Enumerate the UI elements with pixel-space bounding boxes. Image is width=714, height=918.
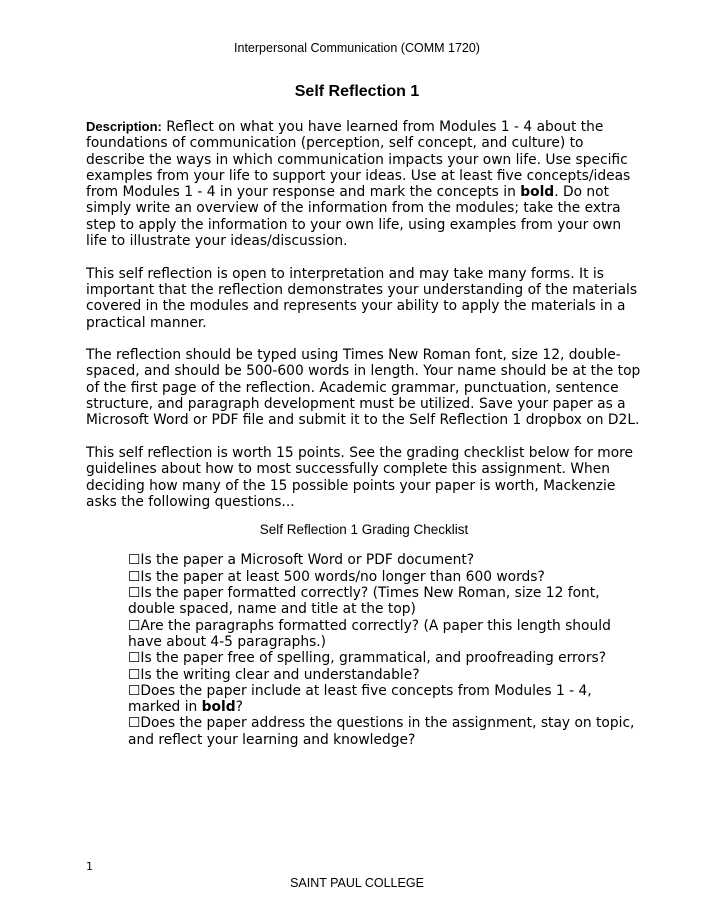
checklist-item-concepts-tail: ? [235,699,243,716]
checklist-item-errors: ☐Is the paper free of spelling, grammatical, and proofreading errors? [128,650,607,667]
description-text-b: . Do not simply write an overview of the information from the modules; take the extra step to apply the information to your own life, using examples from your own life to illustrate your ideas/discussion. [86,184,622,250]
document-body [86,119,642,748]
checklist-item-formatting: ☐Is the paper formatted correctly? (Times New Roman, size 12 font, double spaced, name and title at the top) [128,585,600,618]
description-label: Description: [86,119,162,134]
points-paragraph: This self reflection is worth 15 points. See the grading checklist below for more guidelines about how to most successfully complete this assignment. When deciding how many of the 15 possible points your paper is worth, Mackenzie asks the following questions... [86,444,634,510]
checklist-item-clarity: ☐Is the writing clear and understandable? [128,666,420,683]
grading-checklist [86,552,642,748]
checklist-item-format: ☐Is the paper a Microsoft Word or PDF document? [128,552,475,569]
checklist-item-concepts-text: ☐Does the paper include at least five concepts from Modules 1 - 4, marked in [128,682,592,716]
page-header: Interpersonal Communication (COMM 1720) [234,41,480,55]
description-bold-word: bold [520,184,555,201]
checklist-item-questions: ☐Does the paper address the questions in the assignment, stay on topic, and reflect your learning and knowledge? [128,715,635,748]
formatting-paragraph: The reflection should be typed using Times New Roman font, size 12, double-spaced, and should be 500-600 words in length. Your name should be at the top of the first page of the reflection. Academic grammar, punctuation, sentence structure, and paragraph development must be utilized. Save your paper as a Microsoft Word or PDF file and submit it to the Self Reflection 1 dropbox on D2L. [86,347,641,429]
checklist-item-length: ☐Is the paper at least 500 words/no longer than 600 words? [128,568,545,585]
checklist-item-paragraphs: ☐Are the paragraphs formatted correctly? (A paper this length should have about 4-5 paragraphs.) [128,617,611,650]
description-text-a: Reflect on what you have learned from Modules 1 - 4 about the foundations of communication (perception, self concept, and culture) to describe the ways in which communication impacts your own life. Use specific examples from your life to support your ideas. Use at least five concepts/ideas from Modules 1 - 4 in your response and mark the concepts in [86,119,631,201]
page-number: 1 [86,860,93,873]
interpretation-paragraph: This self reflection is open to interpretation and may take many forms. It is important that the reflection demonstrates your understanding of the materials covered in the modules and represents your ability to apply the materials in a practical manner. [86,265,638,331]
checklist-item-concepts-bold: bold [201,699,236,716]
document-title: Self Reflection 1 [294,83,420,100]
page-footer: SAINT PAUL COLLEGE [290,876,424,890]
checklist-title: Self Reflection 1 Grading Checklist [259,522,469,538]
checklist-item-concepts [128,683,642,716]
description-paragraph [86,119,642,249]
